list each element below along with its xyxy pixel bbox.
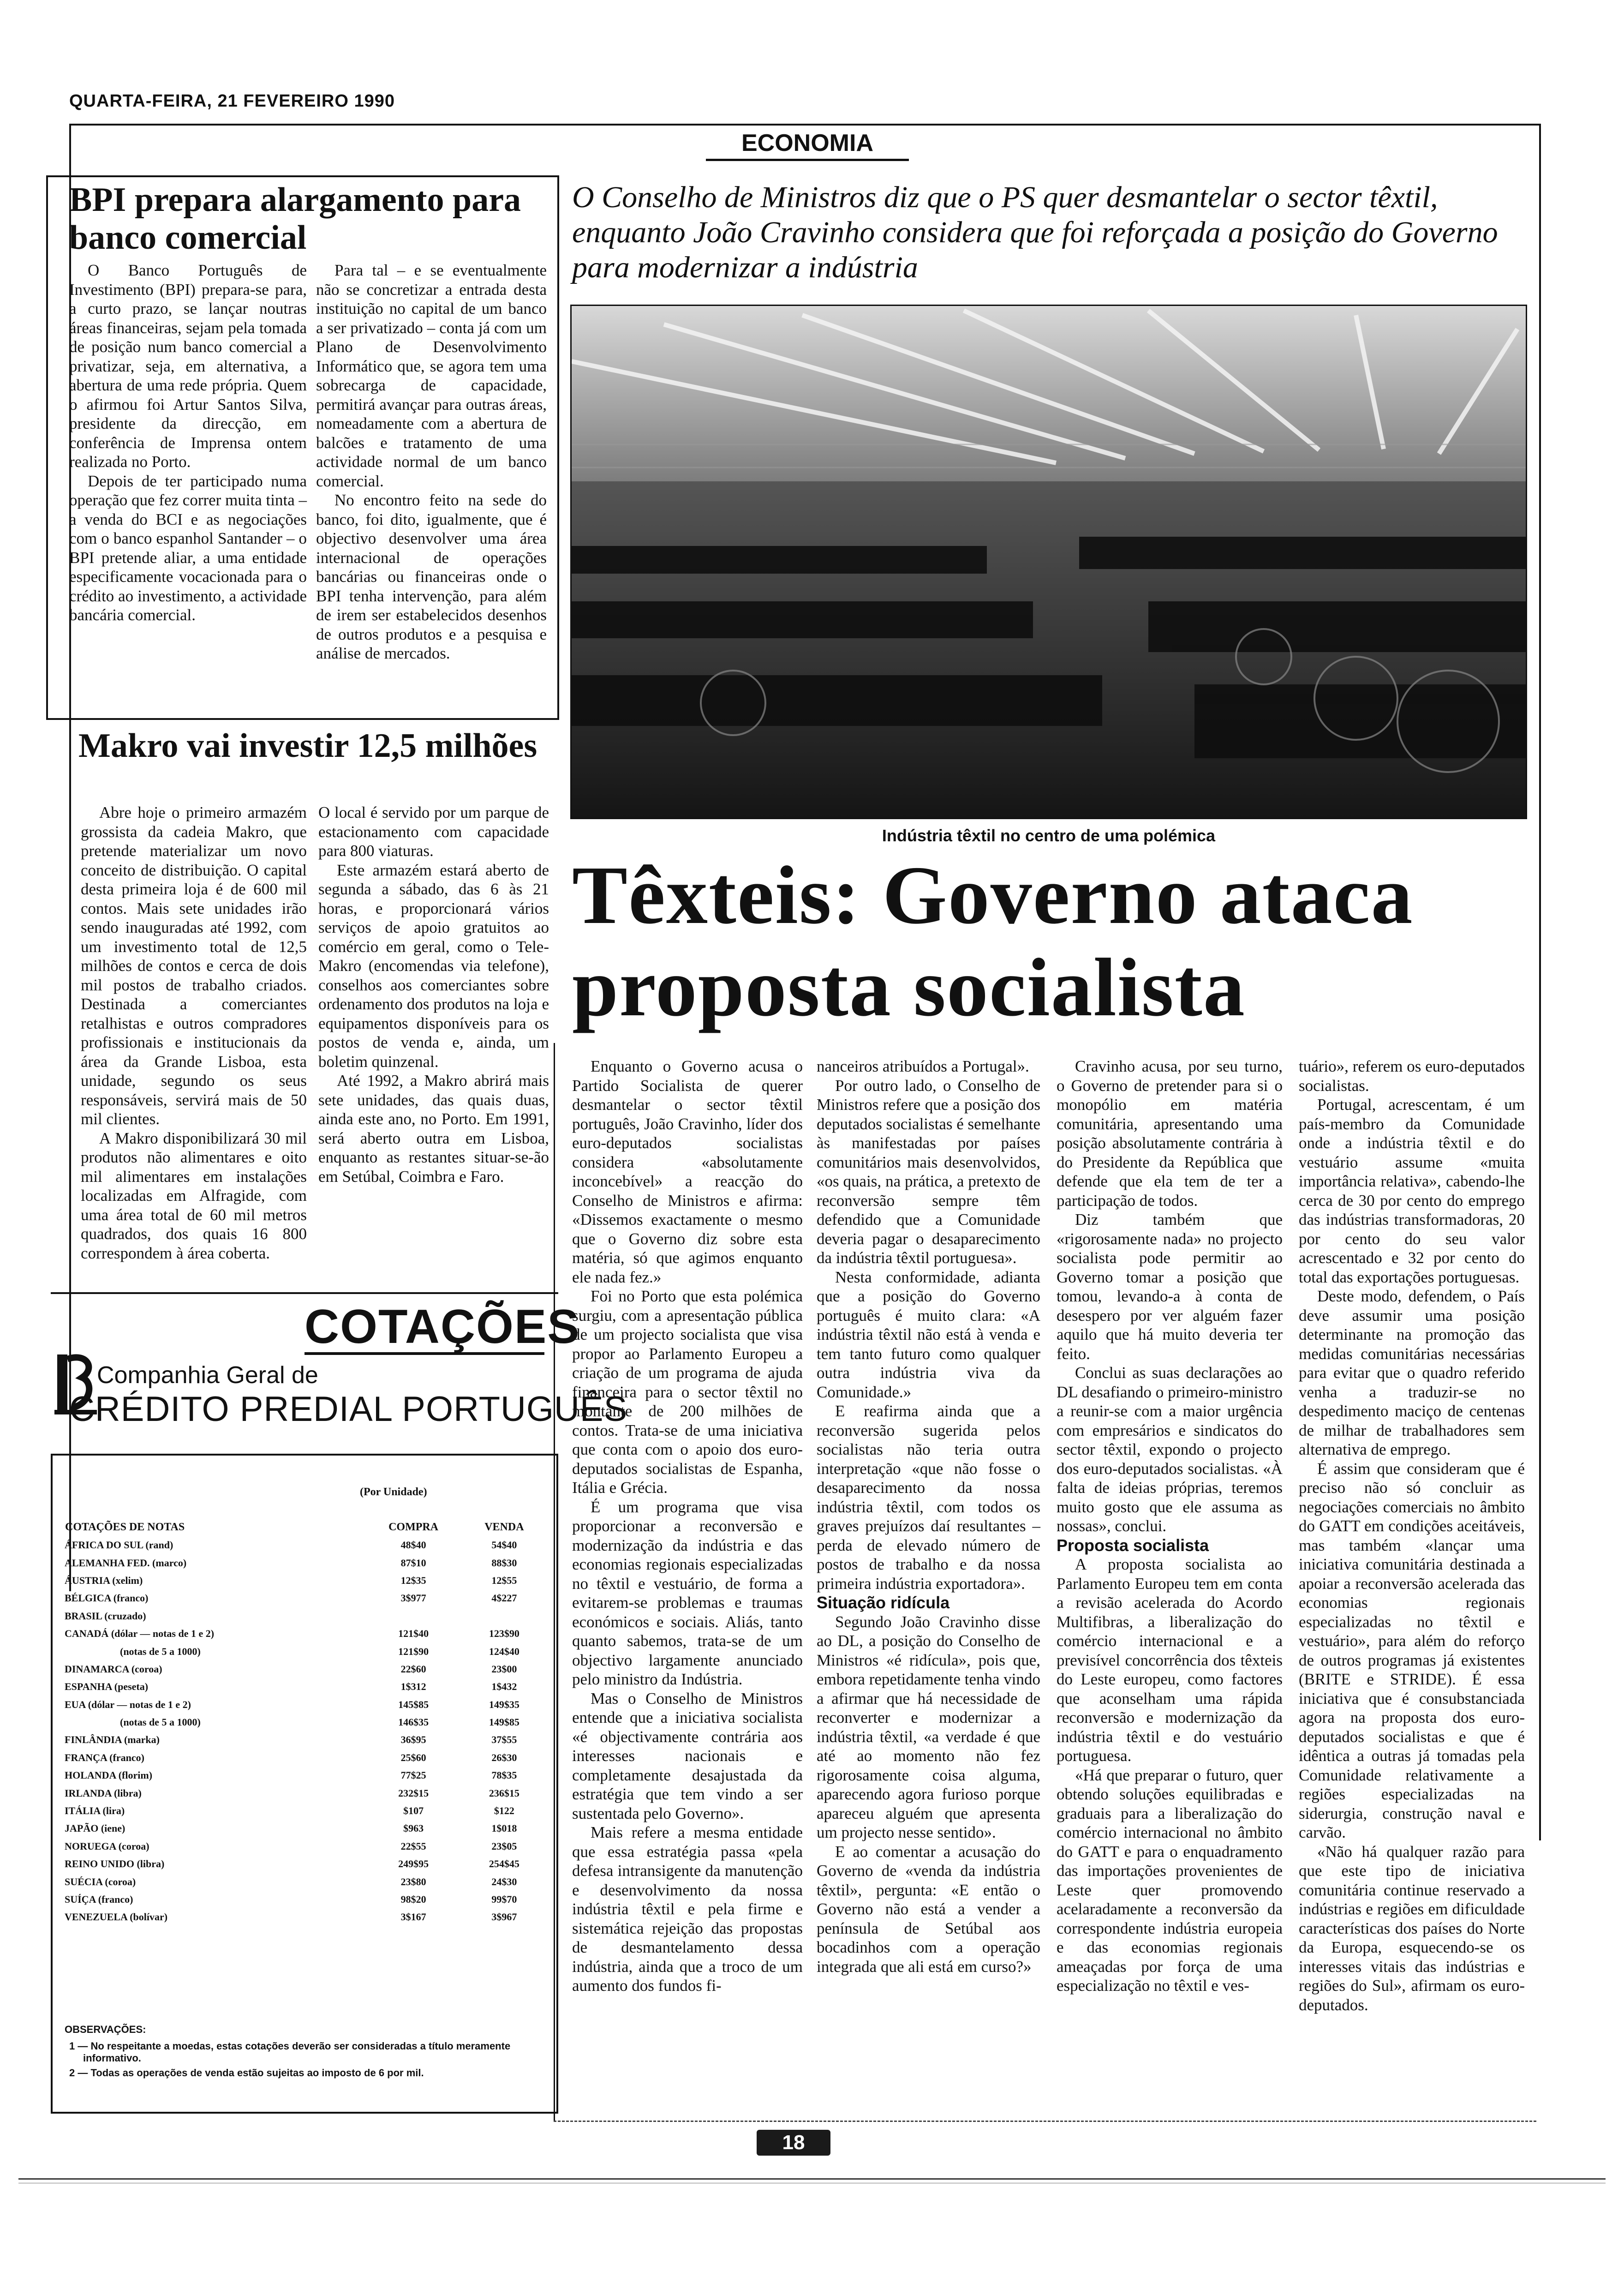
table-row (65, 1589, 544, 1607)
paragraph: Foi no Porto que esta polémica surgiu, com a apresentação pública de um projecto socialista que visa propor ao Parlamento Europeu a criação de um programa de ajuda financeira para o sector têxtil no montante de 200 milhões de contos. Trata-se de uma iniciativa que conta com o apoio dos euro-deputados socialistas de Espanha, Itália e Grécia. (572, 1287, 803, 1497)
currency-cell: VENEZUELA (bolívar) (65, 1911, 168, 1923)
story-bottom-rule (554, 2121, 1536, 2122)
currency-cell: SUÍÇA (franco) (65, 1894, 133, 1905)
currency-cell: (notas de 5 a 1000) (120, 1716, 201, 1728)
table-row (65, 1642, 544, 1660)
paragraph: Portugal, acrescentam, é um país-membro da Comunidade onde a indústria têxtil e do vestuário assume «muita importância relativa», cabendo-lhe cerca de 30 por cento do emprego das indústrias transformadoras, 20 por cento do seu valor acrescentado e 32 por cento do total das exportações portuguesas. (1299, 1096, 1525, 1286)
texteis-column-3 (1057, 1057, 1283, 1995)
sell-cell: 3$967 (491, 1911, 517, 1923)
table-row (65, 1625, 544, 1642)
paragraph: nanceiros atribuídos a Portugal». (817, 1057, 1029, 1075)
paragraph: tuário», referem os euro-deputados socialistas. (1299, 1057, 1525, 1095)
buy-cell: 22$55 (400, 1840, 426, 1852)
currency-cell: REINO UNIDO (libra) (65, 1858, 165, 1870)
buy-cell: 12$35 (400, 1574, 426, 1586)
buy-cell: 146$35 (398, 1716, 429, 1728)
currency-cell: FRANÇA (franco) (65, 1751, 144, 1763)
table-row (65, 1891, 544, 1908)
buy-cell: 77$25 (400, 1769, 426, 1781)
buy-cell: 36$95 (400, 1734, 426, 1746)
paragraph: Até 1992, a Makro abrirá mais sete unidades, das quais duas, ainda este ano, no Porto. Em 1991, será aberto outra em Lisboa, enquanto as restantes situar-se-ão em Setúbal, Coimbra e Faro. (318, 1072, 549, 1186)
sell-cell: 54$40 (491, 1539, 517, 1551)
paragraph: «Há que preparar o futuro, quer obtendo soluções equilibradas e graduais para a liberalização do comércio internacional no âmbito do GATT e para o enquadramento das importações provenientes de Leste quer promovendo acelaradamente a reconversão da correspondente indústria europeia e das economias regionais ameaçadas por força de uma especialização no têxtil e ves- (1057, 1766, 1283, 1995)
table-row (65, 1696, 544, 1714)
company-name-line-2: CRÉDITO PREDIAL PORTUGUÊS (69, 1390, 628, 1429)
paragraph: E ao comentar a acusação do Governo de «venda da indústria têxtil», pergunta: «E então o Governo não está a vender a península de Setúbal aos bocadinhos com a operação integrada que ali está em curso?» (817, 1842, 1040, 1976)
makro-column-2 (318, 803, 549, 1186)
textile-factory-photo (570, 305, 1527, 819)
observation-2: 2 — Todas as operações de venda estão sujeitas ao imposto de 6 por mil. (69, 2067, 424, 2079)
sell-cell: 254$45 (489, 1858, 519, 1870)
table-row (65, 1855, 544, 1873)
buy-cell: 121$40 (398, 1628, 429, 1640)
sell-cell: 88$30 (491, 1557, 517, 1569)
paragraph: Conclui as suas declarações ao DL desafiando o primeiro-ministro a reunir-se com a maior urgência com empresários e sindicatos do sector têxtil, expondo o projecto dos euro-deputados socialistas. «À falta de ideias próprias, teremos muito gosto que ele assuma as nossas», conclui. (1057, 1364, 1283, 1535)
texteis-column-4 (1299, 1057, 1525, 2014)
paragraph: Mas o Conselho de Ministros entende que a iniciativa socialista «é objectivamente contrária aos interesses nacionais e completamente desajustada da estratégia que tem vindo a ser sustentada pelo Governo». (572, 1689, 803, 1822)
col-header-currency: COTAÇÕES DE NOTAS (65, 1521, 185, 1533)
cotacoes-table (65, 1521, 544, 1926)
paragraph: Por outro lado, o Conselho de Ministros refere que a posição dos deputados socialistas é semelhante às manifestadas por países comunitários mais desenvolvidos, «os quais, na prática, a pretexto de reconversão sempre têm defendido que a Comunidade deveria pagar o desaparecimento da indústria têxtil portuguesa». (817, 1076, 1040, 1267)
cotacoes-unit: (Por Unidade) (360, 1486, 427, 1498)
buy-cell: 232$15 (398, 1787, 429, 1799)
table-row (65, 1749, 544, 1767)
sell-cell: 78$35 (491, 1769, 517, 1781)
buy-cell: 145$85 (398, 1698, 429, 1710)
paragraph: É um programa que visa proporcionar a reconversão e modernização da indústria e das economias regionais especializadas no têxtil e vestuário, de forma a evitarem-se problemas e traumas económicos e sociais. Aliás, tanto quanto sabemos, trata-se de um objectivo largamente anunciado pelo ministro da Indústria. (572, 1498, 803, 1688)
buy-cell: 22$60 (400, 1663, 426, 1675)
subheading: Situação ridícula (817, 1593, 950, 1612)
table-row (65, 1873, 544, 1890)
subheading: Proposta socialista (1057, 1535, 1209, 1555)
photo-caption: Indústria têxtil no centro de uma polémica (882, 826, 1216, 845)
paragraph: «Não há qualquer razão para que este tipo de iniciativa comunitária continue reservado a indústrias e regiões em dificuldade características dos países do Norte da Europa, esquecendo-se os interesses vitais das indústrias e regiões do Sul», afirmam os euro-deputados. (1299, 1842, 1525, 2014)
col-header-sell: VENDA (484, 1521, 524, 1533)
observations-title: OBSERVAÇÕES: (65, 2024, 146, 2035)
sell-cell: 24$30 (491, 1876, 517, 1888)
table-row (65, 1820, 544, 1837)
currency-cell: FINLÂNDIA (marka) (65, 1734, 160, 1746)
paragraph: Mais refere a mesma entidade que essa estratégia passa «pela defesa intransigente da manutenção e desenvolvimento da nossa indústria têxtil e pela firme e sistemática rejeição das propostas de desmantelamento dessa indústria, ainda que a troco de um aumento dos fundos fi- (572, 1823, 803, 1995)
sell-cell: 149$35 (489, 1698, 519, 1710)
buy-cell: 121$90 (398, 1645, 429, 1657)
sell-cell: 123$90 (489, 1628, 519, 1640)
buy-cell: 3$977 (400, 1592, 426, 1604)
paragraph: Segundo João Cravinho disse ao DL, a posição do Conselho de Ministros «é ridícula», pois que, embora repetidamente tenha vindo a afirmar que há necessidade de reconverter e modernizar a indústria têxtil, «a verdade é que até ao momento não fez rigorosamente coisa alguma, aparecendo agora furioso porque apareceu alguém que apresenta um projecto nesse sentido». (817, 1612, 1040, 1841)
currency-cell: DINAMARCA (coroa) (65, 1663, 162, 1675)
buy-cell (363, 1607, 464, 1625)
table-row (65, 1660, 544, 1678)
paragraph: Enquanto o Governo acusa o Partido Socialista de querer desmantelar o sector têxtil português, João Cravinho, líder dos euro-deputados socialistas considera «absolutamente inconcebível» a reacção do Conselho de Ministros e afirma: «Dissemos exactamente o mesmo que o Governo diz sobre esta matéria, só que agimos enquanto ele nada fez.» (572, 1057, 803, 1286)
paragraph: Nesta conformidade, adianta que a posição do Governo português é muito clara: «A indústria têxtil não está à venda e tem tanto futuro como qualquer outra indústria viva da Comunidade.» (817, 1268, 1040, 1401)
table-row (65, 1572, 544, 1589)
paragraph: A proposta socialista ao Parlamento Europeu tem em conta a revisão acelerada do Acordo Multifibras, a liberalização do comércio internacional e a previsível concorrência dos têxteis do Leste europeu, como factores que aconselham uma rápida reconversão e modernização da indústria têxtil e do vestuário portuguesa. (1057, 1555, 1283, 1765)
sell-cell: $122 (494, 1805, 514, 1817)
company-name-line-1: Companhia Geral de (97, 1362, 318, 1389)
currency-cell: BÉLGICA (franco) (65, 1592, 149, 1604)
currency-cell: SUÉCIA (coroa) (65, 1876, 136, 1888)
currency-cell: CANADÁ (dólar — notas de 1 e 2) (65, 1628, 215, 1640)
sell-cell: 1$432 (491, 1681, 517, 1693)
sell-cell: 124$40 (489, 1645, 519, 1657)
bpi-column-1 (69, 261, 307, 625)
bpi-headline: BPI prepara alargamento para banco comercial (69, 181, 521, 257)
buy-cell: $963 (403, 1822, 424, 1834)
factory-photo-illustration (572, 306, 1526, 818)
currency-cell: NORUEGA (coroa) (65, 1840, 149, 1852)
currency-cell: ÁFRICA DO SUL (rand) (65, 1539, 173, 1551)
observation-1: 1 — No respeitante a moedas, estas cotações deverão ser consideradas a título meramente informativo. (69, 2040, 511, 2064)
sell-cell: 37$55 (491, 1734, 517, 1746)
bpi-column-2 (316, 261, 547, 663)
cotacoes-observations (65, 2024, 544, 2082)
page-bottom-rule (18, 2178, 1606, 2180)
paragraph: O local é servido por um parque de estacionamento com capacidade para 800 viaturas. (318, 803, 549, 860)
table-row (65, 1554, 544, 1571)
buy-cell: 249$95 (398, 1858, 429, 1870)
texteis-deck: O Conselho de Ministros diz que o PS quer desmantelar o sector têxtil, enquanto João Cravinho considera que foi reforçada a posição do Governo para modernizar a indústria (572, 180, 1498, 284)
currency-cell: IRLANDA (libra) (65, 1787, 142, 1799)
paragraph: Cravinho acusa, por seu turno, o Governo de pretender para si o monopólio em matéria comunitária, apresentando uma posição absolutamente contrária à do Presidente da República que defende que ela tem de ter a participação de todos. (1057, 1057, 1283, 1210)
col-header-buy: COMPRA (388, 1521, 439, 1533)
currency-cell: HOLANDA (florim) (65, 1769, 153, 1781)
buy-cell: 48$40 (400, 1539, 426, 1551)
table-row (65, 1536, 544, 1554)
buy-cell: 87$10 (400, 1557, 426, 1569)
currency-cell: ESPANHA (peseta) (65, 1681, 149, 1693)
table-row (65, 1714, 544, 1731)
dateline: QUARTA-FEIRA, 21 FEVEREIRO 1990 (69, 91, 395, 111)
table-row (65, 1731, 544, 1749)
cotacoes-rule (51, 1292, 558, 1294)
paragraph: Deste modo, defendem, o País deve assumir uma posição determinante na promoção das medidas comunitárias necessárias para evitar que o quadro referido venha a traduzir-se no despedimento maciço de centenas de milhar de trabalhadores sem alternativa de emprego. (1299, 1287, 1525, 1458)
buy-cell: 23$80 (400, 1876, 426, 1888)
paragraph: Depois de ter participado numa operação que fez correr muita tinta – a venda do BCI e as negociações com o banco espanhol Santander – o BPI pretende aliar, a uma entidade especificamente vocacionada para o crédito ao investimento, a actividade bancária comercial. (69, 472, 307, 624)
paragraph: Abre hoje o primeiro armazém grossista da cadeia Makro, que pretende materializar um novo conceito de distribuição. O capital desta primeira loja é de 600 mil contos. Mais sete unidades irão sendo inauguradas até 1992, com um investimento total de 12,5 milhões de contos e cerca de dois mil postos de trabalho criados. Destinada a comerciantes retalhistas e outros compradores profissionais e institucionais da área da Grande Lisboa, esta unidade, segundo os seus responsáveis, servirá mais de 50 mil clientes. (81, 803, 307, 1128)
paragraph: No encontro feito na sede do banco, foi dito, igualmente, que é objectivo desenvolver uma área internacional de operações bancárias ou financeiras onde o BPI tenha intervenção, para além de irem ser estabelecidos desenhos de outros produtos e a pesquisa e análise de mercados. (316, 491, 547, 662)
table-row (65, 1784, 544, 1802)
table-row (65, 1838, 544, 1855)
page-number: 18 (757, 2130, 830, 2156)
cotacoes-title-rule (304, 1352, 544, 1355)
texteis-column-1 (572, 1057, 803, 1995)
sell-cell: 99$70 (491, 1894, 517, 1905)
buy-cell: 98$20 (400, 1894, 426, 1905)
makro-column-1 (81, 803, 307, 1263)
sell-cell: 4$227 (491, 1592, 517, 1604)
texteis-headline: Têxteis: Governo ataca proposta socialista (572, 849, 1414, 1033)
paragraph: E reafirma ainda que a reconversão sugerida pelos socialistas não teria outra interpretação «que não fosse o desaparecimento da nossa indústria têxtil, com todos os graves prejuízos daí resultantes – perda de elevado número de postos de trabalho e da nossa primeira indústria exportadora». (817, 1402, 1040, 1593)
currency-cell: EUA (dólar — notas de 1 e 2) (65, 1698, 191, 1710)
paragraph: Diz também que «rigorosamente nada» no projecto socialista pode permitir ao Governo tomar a posição que tomou, levando-a à conta de desespero por ver alguém fazer aquilo que há muito deveria ter feito. (1057, 1210, 1283, 1363)
currency-cell: ALEMANHA FED. (marco) (65, 1557, 187, 1569)
currency-cell: ITÁLIA (lira) (65, 1805, 125, 1817)
buy-cell: 1$312 (400, 1681, 426, 1693)
currency-cell: JAPÃO (iene) (65, 1822, 125, 1834)
paragraph: É assim que consideram que é preciso não só concluir as negociações comerciais no âmbito do GATT em condições aceitáveis, mas também «lançar uma iniciativa comunitária destinada a apoiar a reconversão acelerada das economias regionais especializadas no têxtil e vestuário», para além do reforço de outros programas já existentes (BRITE e STRIDE). É essa iniciativa que é consubstanciada agora na proposta dos euro-deputados socialistas e que é idêntica a outras já tomadas pela Comunidade relativamente a regiões especializadas na siderurgia, construção naval e carvão. (1299, 1459, 1525, 1841)
makro-headline: Makro vai investir 12,5 milhões (78, 727, 537, 765)
sell-cell: 23$05 (491, 1840, 517, 1852)
sell-cell: 236$15 (489, 1787, 519, 1799)
sell-cell (464, 1607, 544, 1625)
paragraph: A Makro disponibilizará 30 mil produtos não alimentares e oito mil alimentares em instalações localizadas em Alfragide, com uma área total de 60 mil metros quadrados, dos quais 16 800 correspondem à área coberta. (81, 1129, 307, 1262)
table-row (65, 1802, 544, 1820)
sell-cell: 26$30 (491, 1751, 517, 1763)
section-title: ECONOMIA (706, 129, 909, 161)
paragraph: Este armazém estará aberto de segunda a sábado, das 6 às 21 horas, e proporcionará vários serviços de apoio gratuitos ao comércio em geral, como o Tele-Makro (encomendas via telefone), conselhos aos comerciantes sobre ordenamento dos produtos na loja e equipamentos disponíveis para os postos de venda e, ainda, um boletim quinzenal. (318, 861, 549, 1071)
paragraph: O Banco Português de Investimento (BPI) prepara-se para, a curto prazo, se lançar noutras áreas financeiras, sejam pela tomada de posição num banco comercial a privatizar, seja, em alternativa, a abertura de uma rede própria. Quem o afirmou foi Artur Santos Silva, presidente da direcção, em conferência de Imprensa ontem realizada no Porto. (69, 261, 307, 471)
table-row (65, 1767, 544, 1784)
buy-cell: $107 (403, 1805, 424, 1817)
sell-cell: 149$85 (489, 1716, 519, 1728)
table-row (65, 1607, 544, 1625)
currency-cell: ÁUSTRIA (xelim) (65, 1574, 143, 1586)
cotacoes-title: COTAÇÕES (304, 1300, 580, 1354)
paragraph: Para tal – e se eventualmente não se concretizar a entrada desta instituição no capital de um banco a ser privatizado – conta já com um Plano de Desenvolvimento Informático que, se agora tem uma sobrecarga de capacidade, permitirá avançar para outras áreas, nomeadamente com a abertura de balcões e tratamento de uma actividade normal de um banco comercial. (316, 261, 547, 490)
currency-cell: (notas de 5 a 1000) (120, 1645, 201, 1657)
page-frame-top (69, 124, 1541, 126)
table-row (65, 1908, 544, 1926)
sell-cell: 12$55 (491, 1574, 517, 1586)
column-rule-left (554, 1043, 555, 2121)
sell-cell: 1$018 (491, 1822, 517, 1834)
table-row (65, 1678, 544, 1696)
texteis-column-2 (817, 1057, 1040, 1976)
buy-cell: 3$167 (400, 1911, 426, 1923)
sell-cell: 23$00 (491, 1663, 517, 1675)
currency-cell: BRASIL (cruzado) (65, 1610, 146, 1622)
buy-cell: 25$60 (400, 1751, 426, 1763)
